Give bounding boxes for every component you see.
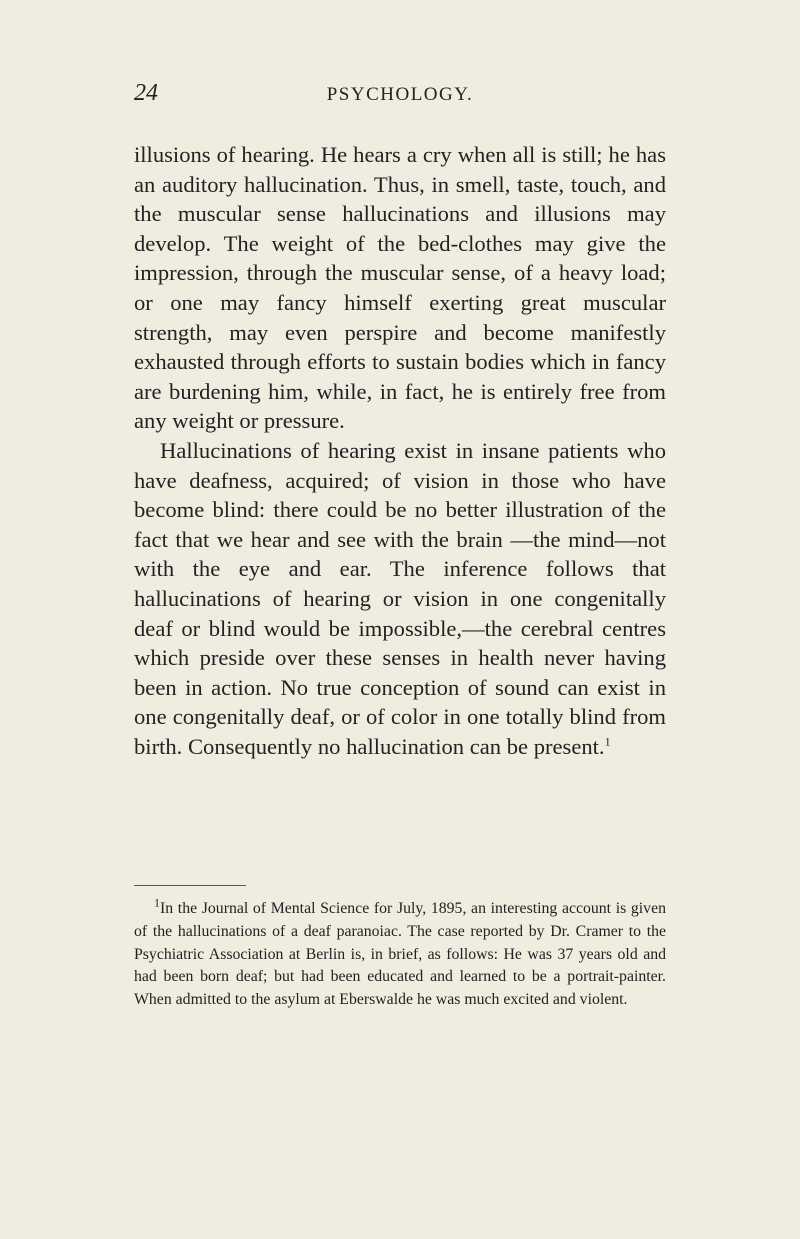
page-header (134, 80, 666, 110)
running-head: PSYCHOLOGY. (326, 84, 474, 105)
footnote-marker: 1 (154, 895, 160, 910)
footnote-marker: 1 (604, 734, 611, 749)
footnote-text: In the Journal of Mental Science for July, 1895, an interesting account is given of the hallucinations of a deaf paranoiac. The case reported by Dr. Cramer to the Psychiatric Association at Berlin is, in brief, as follows: He was 37 years old and had been born deaf; but had been educated and learned to be a portrait-painter. When admitted to the asylum at Eberswalde he was much excited and violent. (134, 900, 666, 1009)
body-text (134, 140, 666, 761)
paragraph: illusions of hearing. He hears a cry when all is still; he has an auditory hallucination. Thus, in smell, taste, touch, and the muscular sense hallucinations and illusions may develop. The weight of the bed-clothes may give the impression, through the muscular sense, of a heavy load; or one may fancy himself exerting great muscular strength, may even perspire and become manifestly exhausted through efforts to sustain bodies which in fancy are burdening him, while, in fact, he is entirely free from any weight or pressure. (134, 142, 666, 434)
footnote (134, 895, 666, 1012)
page-number: 24 (134, 80, 158, 106)
paragraph: Hallucinations of hearing exist in insane patients who have deafness, acquired; of vision in those who have become blind: there could be no better illustration of the fact that we hear and see with the brain —the mind—not with the eye and ear. The inference follows that hallucinations of hearing or vision in one congenitally deaf or blind would be impossible,—the cerebral centres which preside over these senses in health never having been in action. No true conception of sound can exist in one congenitally deaf, or of color in one totally blind from birth. Consequently no hallucination can be present.$^1$ (134, 437, 666, 759)
footnote-divider (134, 885, 246, 886)
